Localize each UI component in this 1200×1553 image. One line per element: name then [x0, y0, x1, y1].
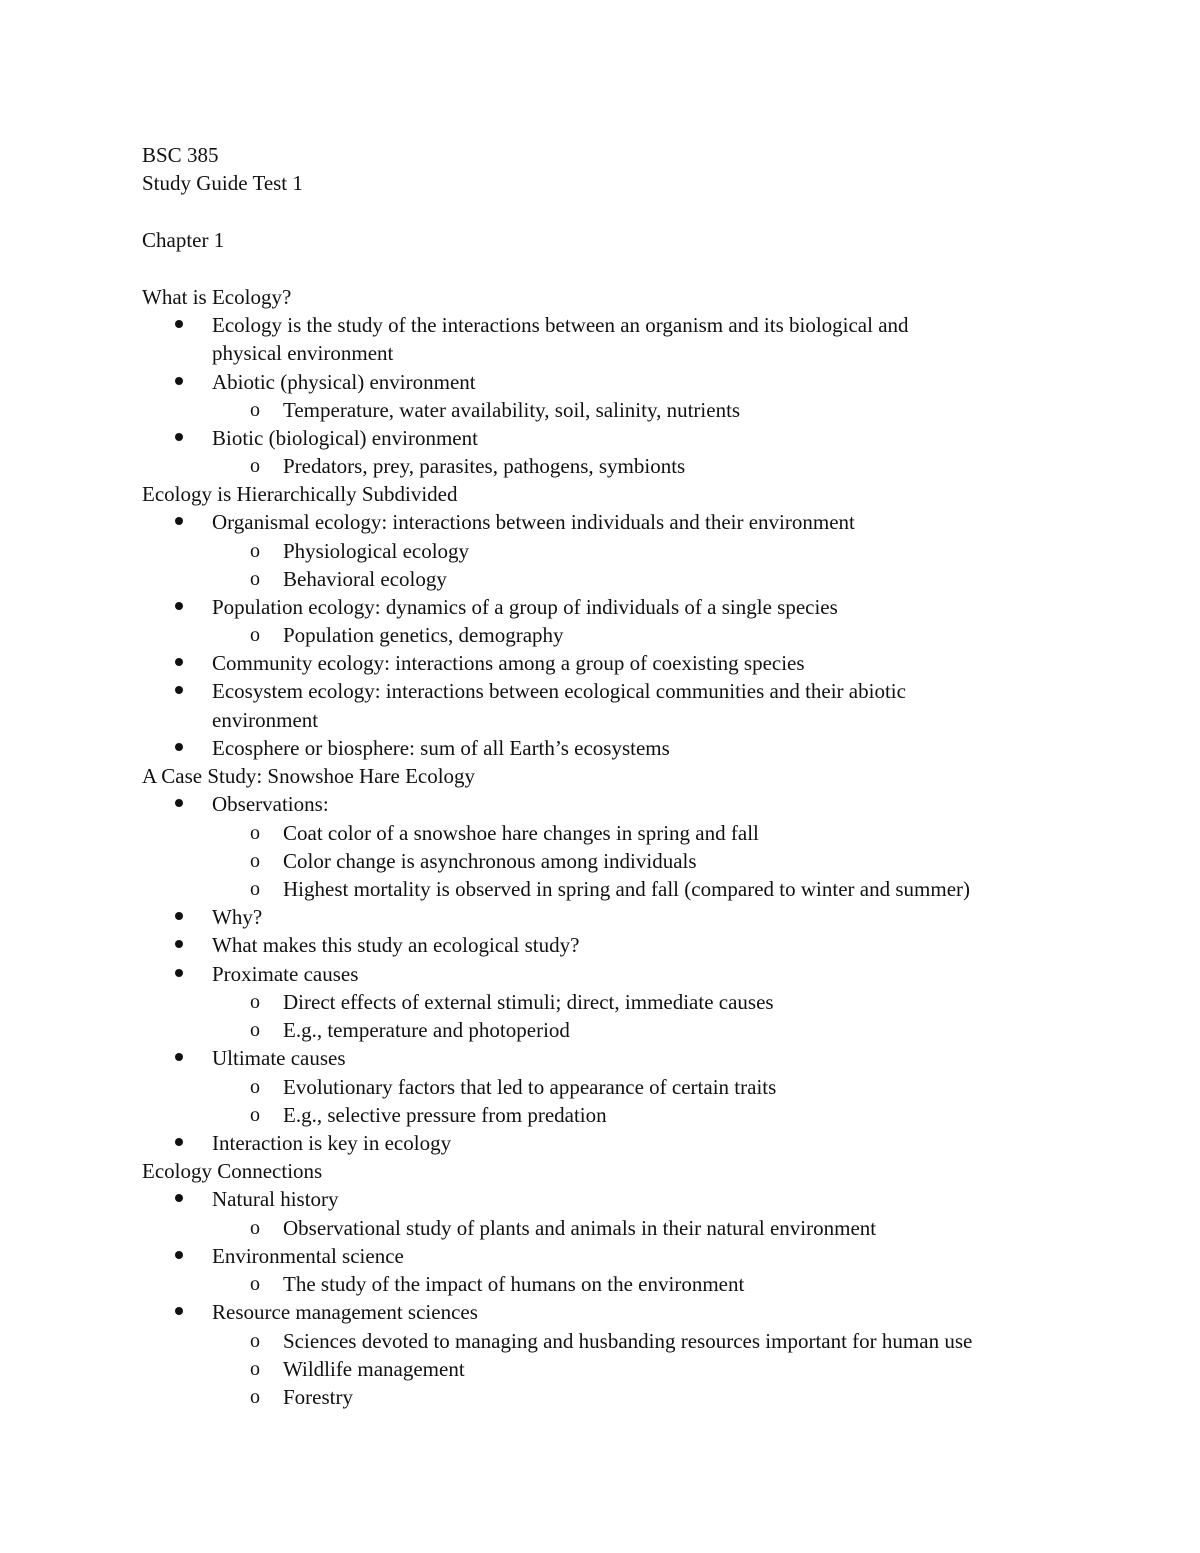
sub-bullet-icon: o	[250, 822, 260, 844]
list-item: Why?	[212, 905, 263, 929]
chapter-heading: Chapter 1	[142, 228, 225, 252]
sub-list-item: E.g., selective pressure from predation	[283, 1103, 607, 1127]
list-item: Biotic (biological) environment	[212, 426, 478, 450]
sub-list-item: Direct effects of external stimuli; direct, immediate causes	[283, 990, 774, 1014]
bullet-icon	[175, 969, 183, 977]
sub-bullet-icon: o	[250, 1076, 260, 1098]
list-item-continuation: physical environment	[212, 341, 394, 365]
list-item: Community ecology: interactions among a group of coexisting species	[212, 651, 805, 675]
list-item: Observations:	[212, 792, 329, 816]
sub-bullet-icon: o	[250, 1358, 260, 1380]
list-item: Ecosystem ecology: interactions between ecological communities and their abiotic	[212, 679, 906, 703]
sub-bullet-icon: o	[250, 991, 260, 1013]
list-item: Resource management sciences	[212, 1300, 478, 1324]
list-item: Population ecology: dynamics of a group of individuals of a single species	[212, 595, 838, 619]
bullet-icon	[175, 686, 183, 694]
sub-bullet-icon: o	[250, 624, 260, 646]
sub-list-item: Forestry	[283, 1385, 353, 1409]
sub-bullet-icon: o	[250, 399, 260, 421]
list-item: Ultimate causes	[212, 1046, 346, 1070]
sub-bullet-icon: o	[250, 850, 260, 872]
document-title: Study Guide Test 1	[142, 171, 303, 195]
list-item-continuation: environment	[212, 708, 319, 732]
sub-list-item: Sciences devoted to managing and husbanding resources important for human use	[283, 1329, 973, 1353]
list-item: Environmental science	[212, 1244, 404, 1268]
list-item: Proximate causes	[212, 962, 359, 986]
sub-list-item: Physiological ecology	[283, 539, 470, 563]
bullet-icon	[175, 377, 183, 385]
sub-list-item: Predators, prey, parasites, pathogens, symbionts	[283, 454, 686, 478]
sub-list-item: E.g., temperature and photoperiod	[283, 1018, 570, 1042]
bullet-icon	[175, 433, 183, 441]
sub-list-item: Observational study of plants and animals in their natural environment	[283, 1216, 877, 1240]
list-item: Interaction is key in ecology	[212, 1131, 452, 1155]
section-heading: Ecology is Hierarchically Subdivided	[142, 482, 458, 506]
sub-list-item: The study of the impact of humans on the environment	[283, 1272, 745, 1296]
bullet-icon	[175, 912, 183, 920]
sub-list-item: Population genetics, demography	[283, 623, 564, 647]
sub-list-item: Temperature, water availability, soil, salinity, nutrients	[283, 398, 741, 422]
sub-bullet-icon: o	[250, 568, 260, 590]
list-item: Organismal ecology: interactions between individuals and their environment	[212, 510, 855, 534]
list-item: What makes this study an ecological study?	[212, 933, 580, 957]
section-heading: A Case Study: Snowshoe Hare Ecology	[142, 764, 476, 788]
bullet-icon	[175, 1307, 183, 1315]
list-item: Abiotic (physical) environment	[212, 370, 476, 394]
sub-list-item: Evolutionary factors that led to appearance of certain traits	[283, 1075, 777, 1099]
bullet-icon	[175, 1053, 183, 1061]
bullet-icon	[175, 320, 183, 328]
bullet-icon	[175, 517, 183, 525]
sub-list-item: Behavioral ecology	[283, 567, 447, 591]
bullet-icon	[175, 799, 183, 807]
sub-bullet-icon: o	[250, 1386, 260, 1408]
bullet-icon	[175, 658, 183, 666]
sub-bullet-icon: o	[250, 455, 260, 477]
list-item: Ecosphere or biosphere: sum of all Earth’s ecosystems	[212, 736, 670, 760]
sub-bullet-icon: o	[250, 540, 260, 562]
bullet-icon	[175, 602, 183, 610]
sub-list-item: Wildlife management	[283, 1357, 465, 1381]
bullet-icon	[175, 1251, 183, 1259]
list-item: Ecology is the study of the interactions between an organism and its biological and	[212, 313, 909, 337]
sub-bullet-icon: o	[250, 1273, 260, 1295]
bullet-icon	[175, 940, 183, 948]
section-heading: Ecology Connections	[142, 1159, 323, 1183]
sub-bullet-icon: o	[250, 1019, 260, 1041]
list-item: Natural history	[212, 1187, 339, 1211]
sub-list-item: Coat color of a snowshoe hare changes in spring and fall	[283, 821, 759, 845]
sub-bullet-icon: o	[250, 878, 260, 900]
sub-list-item: Color change is asynchronous among individuals	[283, 849, 697, 873]
bullet-icon	[175, 1138, 183, 1146]
sub-list-item: Highest mortality is observed in spring and fall (compared to winter and summer)	[283, 877, 971, 901]
course-code: BSC 385	[142, 143, 219, 167]
section-heading: What is Ecology?	[142, 285, 292, 309]
sub-bullet-icon: o	[250, 1330, 260, 1352]
sub-bullet-icon: o	[250, 1217, 260, 1239]
sub-bullet-icon: o	[250, 1104, 260, 1126]
bullet-icon	[175, 1194, 183, 1202]
bullet-icon	[175, 743, 183, 751]
